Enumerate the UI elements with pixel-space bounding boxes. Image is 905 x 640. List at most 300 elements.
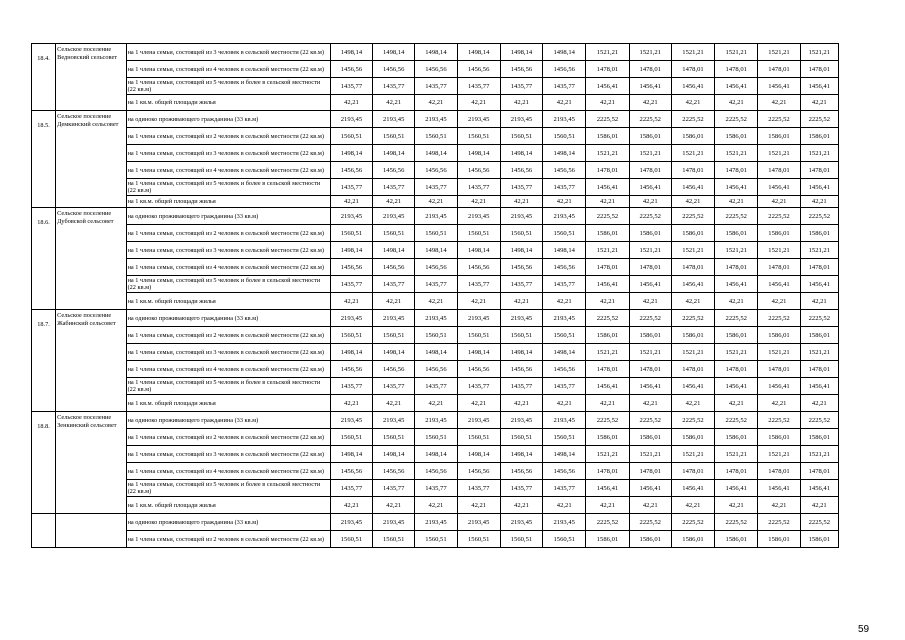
table-row [32,378,839,395]
settlement-name: Сельское поселение Зенкинский сельсовет [56,412,126,514]
category-label: на 1 члена семьи, состоящей из 5 человек и более в сельской местности (22 кв.м) [126,378,330,395]
value-cell: 2225,52 [671,514,714,531]
value-cell: 1456,56 [415,259,457,276]
table-row [32,293,839,310]
value-cell: 1586,01 [671,128,714,145]
value-cell: 1456,56 [415,61,457,78]
value-cell: 1586,01 [629,429,671,446]
value-cell: 1521,21 [629,145,671,162]
value-cell: 1435,77 [415,276,457,293]
value-cell: 1586,01 [671,327,714,344]
value-cell: 2193,45 [543,208,586,225]
value-cell: 2225,52 [800,111,838,128]
value-cell: 2193,45 [330,310,372,327]
value-cell: 1456,56 [330,361,372,378]
value-cell: 42,21 [330,95,372,111]
value-cell: 42,21 [800,196,838,208]
value-cell: 42,21 [373,196,415,208]
value-cell: 1521,21 [629,344,671,361]
value-cell: 1435,77 [500,480,542,497]
value-cell: 2225,52 [715,514,758,531]
value-cell: 1456,41 [586,378,629,395]
value-cell: 1478,01 [586,259,629,276]
value-cell: 1560,51 [373,531,415,548]
value-cell: 42,21 [586,395,629,412]
settlement-number: 18.7. [32,310,56,412]
table-row [32,95,839,111]
value-cell: 2225,52 [758,412,800,429]
value-cell: 1456,41 [758,276,800,293]
value-cell: 1456,41 [629,179,671,196]
value-cell: 1521,21 [800,446,838,463]
value-cell: 1456,41 [800,179,838,196]
value-cell: 1478,01 [671,61,714,78]
value-cell: 42,21 [715,395,758,412]
value-cell: 42,21 [758,395,800,412]
value-cell: 42,21 [800,395,838,412]
category-label: на 1 члена семьи, состоящей из 4 человек в сельской местности (22 кв.м) [126,259,330,276]
value-cell: 1435,77 [500,78,542,95]
value-cell: 1456,56 [500,61,542,78]
value-cell: 42,21 [457,293,500,310]
value-cell: 1478,01 [586,361,629,378]
settlement-number: 18.6. [32,208,56,310]
value-cell: 1586,01 [586,429,629,446]
value-cell: 2193,45 [457,412,500,429]
value-cell: 1521,21 [629,446,671,463]
value-cell: 2225,52 [671,412,714,429]
value-cell: 1478,01 [629,61,671,78]
value-cell: 42,21 [671,95,714,111]
value-cell: 2225,52 [715,310,758,327]
value-cell: 1586,01 [671,531,714,548]
table-row [32,429,839,446]
category-label: на 1 кв.м. общей площади жилья [126,196,330,208]
value-cell: 42,21 [543,95,586,111]
value-cell: 1456,56 [330,463,372,480]
value-cell: 1521,21 [715,446,758,463]
table-row [32,497,839,514]
value-cell: 2193,45 [330,208,372,225]
value-cell: 1456,56 [373,162,415,179]
value-cell: 1586,01 [629,225,671,242]
page-number: 59 [858,624,870,635]
value-cell: 1560,51 [500,429,542,446]
value-cell: 1586,01 [758,327,800,344]
value-cell: 1560,51 [415,429,457,446]
value-cell: 1521,21 [758,446,800,463]
value-cell: 42,21 [715,95,758,111]
category-label: на одиноко проживающего гражданина (33 кв.м) [126,111,330,128]
value-cell: 1521,21 [586,44,629,61]
value-cell: 2225,52 [629,310,671,327]
value-cell: 42,21 [671,395,714,412]
table-row [32,344,839,361]
table-row [32,78,839,95]
value-cell: 1521,21 [671,145,714,162]
value-cell: 1521,21 [758,242,800,259]
value-cell: 1560,51 [500,225,542,242]
value-cell: 2225,52 [800,208,838,225]
value-cell: 1478,01 [629,463,671,480]
value-cell: 1498,14 [543,145,586,162]
value-cell: 1478,01 [758,463,800,480]
value-cell: 1435,77 [373,378,415,395]
value-cell: 1456,41 [629,378,671,395]
settlement-name [56,514,126,548]
value-cell: 1456,56 [500,361,542,378]
value-cell: 1478,01 [586,463,629,480]
value-cell: 42,21 [758,196,800,208]
value-cell: 1435,77 [457,480,500,497]
value-cell: 2193,45 [500,310,542,327]
value-cell: 2225,52 [800,412,838,429]
value-cell: 1456,56 [457,463,500,480]
value-cell: 1498,14 [457,344,500,361]
value-cell: 1478,01 [758,259,800,276]
settlement-name: Сельское поселение Дубовской сельсовет [56,208,126,310]
value-cell: 1560,51 [373,429,415,446]
value-cell: 42,21 [457,196,500,208]
tariff-table [31,43,839,548]
value-cell: 1456,41 [586,78,629,95]
value-cell: 1498,14 [500,145,542,162]
value-cell: 2225,52 [671,310,714,327]
table-row [32,162,839,179]
value-cell: 1586,01 [758,531,800,548]
table-row [32,208,839,225]
value-cell: 42,21 [629,196,671,208]
value-cell: 42,21 [415,497,457,514]
value-cell: 1498,14 [543,446,586,463]
value-cell: 1478,01 [800,61,838,78]
settlement-name: Сельское поселение Демкинский сельсовет [56,111,126,208]
value-cell: 1456,41 [629,78,671,95]
value-cell: 1586,01 [800,225,838,242]
value-cell: 42,21 [543,293,586,310]
value-cell: 1521,21 [629,242,671,259]
value-cell: 1456,56 [500,162,542,179]
settlement-name: Сельское поселение Ведновский сельсовет [56,44,126,111]
category-label: на одиноко проживающего гражданина (33 кв.м) [126,310,330,327]
value-cell: 2193,45 [457,111,500,128]
value-cell: 1560,51 [330,128,372,145]
value-cell: 1435,77 [373,78,415,95]
value-cell: 1478,01 [671,162,714,179]
value-cell: 1560,51 [457,327,500,344]
value-cell: 2193,45 [373,208,415,225]
value-cell: 42,21 [715,293,758,310]
value-cell: 1586,01 [800,429,838,446]
value-cell: 42,21 [543,395,586,412]
value-cell: 1586,01 [715,531,758,548]
value-cell: 2193,45 [457,208,500,225]
value-cell: 1478,01 [758,162,800,179]
value-cell: 2225,52 [715,111,758,128]
value-cell: 42,21 [586,95,629,111]
value-cell: 2193,45 [415,111,457,128]
value-cell: 1560,51 [415,531,457,548]
value-cell: 2225,52 [586,412,629,429]
value-cell: 1498,14 [330,446,372,463]
value-cell: 1498,14 [415,44,457,61]
value-cell: 1498,14 [543,242,586,259]
value-cell: 1560,51 [330,327,372,344]
value-cell: 1456,41 [758,179,800,196]
value-cell: 1498,14 [373,44,415,61]
value-cell: 1435,77 [415,78,457,95]
value-cell: 1435,77 [373,276,415,293]
value-cell: 1560,51 [330,225,372,242]
value-cell: 1478,01 [800,259,838,276]
category-label: на 1 кв.м. общей площади жилья [126,497,330,514]
value-cell: 1586,01 [715,429,758,446]
value-cell: 1560,51 [500,531,542,548]
value-cell: 1478,01 [715,361,758,378]
settlement-number: 18.8. [32,412,56,514]
value-cell: 2193,45 [415,412,457,429]
value-cell: 42,21 [629,497,671,514]
value-cell: 2193,45 [500,111,542,128]
category-label: на 1 члена семьи, состоящей из 2 человек в сельской местности (22 кв.м) [126,128,330,145]
category-label: на 1 члена семьи, состоящей из 3 человек в сельской местности (22 кв.м) [126,446,330,463]
value-cell: 2193,45 [543,310,586,327]
category-label: на 1 члена семьи, состоящей из 2 человек в сельской местности (22 кв.м) [126,531,330,548]
category-label: на 1 члена семьи, состоящей из 2 человек в сельской местности (22 кв.м) [126,429,330,446]
category-label: на 1 члена семьи, состоящей из 4 человек в сельской местности (22 кв.м) [126,61,330,78]
category-label: на 1 члена семьи, состоящей из 5 человек и более в сельской местности (22 кв.м) [126,78,330,95]
value-cell: 42,21 [373,497,415,514]
table-row [32,446,839,463]
table-row [32,179,839,196]
value-cell: 1478,01 [758,361,800,378]
value-cell: 2225,52 [758,310,800,327]
value-cell: 2225,52 [586,310,629,327]
value-cell: 1478,01 [586,162,629,179]
value-cell: 2225,52 [629,412,671,429]
value-cell: 1435,77 [330,78,372,95]
value-cell: 1586,01 [586,128,629,145]
value-cell: 1456,56 [373,259,415,276]
value-cell: 1456,41 [671,179,714,196]
value-cell: 1521,21 [586,145,629,162]
value-cell: 1435,77 [330,378,372,395]
value-cell: 1586,01 [715,327,758,344]
value-cell: 42,21 [671,196,714,208]
value-cell: 1560,51 [373,225,415,242]
value-cell: 42,21 [500,293,542,310]
value-cell: 42,21 [500,196,542,208]
value-cell: 42,21 [415,95,457,111]
value-cell: 1521,21 [671,446,714,463]
value-cell: 1560,51 [373,327,415,344]
value-cell: 1586,01 [758,128,800,145]
value-cell: 42,21 [543,196,586,208]
value-cell: 1456,56 [457,162,500,179]
value-cell: 1456,56 [543,61,586,78]
category-label: на одиноко проживающего гражданина (33 кв.м) [126,208,330,225]
table-row [32,480,839,497]
value-cell: 1456,56 [543,361,586,378]
value-cell: 1586,01 [671,225,714,242]
value-cell: 1586,01 [758,225,800,242]
value-cell: 1456,56 [457,259,500,276]
value-cell: 42,21 [758,293,800,310]
value-cell: 2225,52 [758,208,800,225]
value-cell: 1456,41 [715,276,758,293]
value-cell: 1498,14 [500,446,542,463]
category-label: на 1 члена семьи, состоящей из 4 человек в сельской местности (22 кв.м) [126,162,330,179]
table-row [32,395,839,412]
value-cell: 42,21 [586,497,629,514]
value-cell: 2193,45 [500,208,542,225]
value-cell: 1521,21 [800,145,838,162]
value-cell: 42,21 [800,497,838,514]
table-row [32,111,839,128]
value-cell: 1560,51 [330,531,372,548]
value-cell: 1560,51 [457,225,500,242]
value-cell: 1456,56 [415,463,457,480]
value-cell: 2193,45 [500,514,542,531]
value-cell: 1560,51 [543,327,586,344]
category-label: на 1 члена семьи, состоящей из 5 человек и более в сельской местности (22 кв.м) [126,276,330,293]
value-cell: 1586,01 [758,429,800,446]
table-row [32,225,839,242]
value-cell: 1521,21 [800,344,838,361]
value-cell: 42,21 [500,497,542,514]
value-cell: 1586,01 [715,225,758,242]
value-cell: 1478,01 [800,463,838,480]
value-cell: 1498,14 [543,44,586,61]
value-cell: 1435,77 [330,179,372,196]
value-cell: 2193,45 [457,514,500,531]
value-cell: 1456,41 [671,78,714,95]
value-cell: 42,21 [758,95,800,111]
value-cell: 42,21 [715,497,758,514]
value-cell: 1456,56 [500,463,542,480]
value-cell: 1435,77 [543,78,586,95]
value-cell: 42,21 [800,293,838,310]
value-cell: 2225,52 [629,208,671,225]
value-cell: 1478,01 [715,463,758,480]
value-cell: 1560,51 [415,225,457,242]
value-cell: 1498,14 [373,242,415,259]
value-cell: 42,21 [758,497,800,514]
value-cell: 1521,21 [758,145,800,162]
value-cell: 1498,14 [500,242,542,259]
table-row [32,61,839,78]
category-label: на 1 члена семьи, состоящей из 3 человек в сельской местности (22 кв.м) [126,242,330,259]
value-cell: 1560,51 [457,429,500,446]
category-label: на 1 члена семьи, состоящей из 3 человек в сельской местности (22 кв.м) [126,44,330,61]
value-cell: 1521,21 [671,44,714,61]
value-cell: 2193,45 [543,514,586,531]
value-cell: 1521,21 [758,44,800,61]
value-cell: 1435,77 [373,480,415,497]
value-cell: 2193,45 [373,412,415,429]
table-row [32,128,839,145]
value-cell: 42,21 [629,293,671,310]
value-cell: 1456,41 [758,480,800,497]
category-label: на 1 кв.м. общей площади жилья [126,95,330,111]
value-cell: 1456,41 [586,179,629,196]
value-cell: 1456,56 [457,61,500,78]
value-cell: 2225,52 [586,111,629,128]
category-label: на одиноко проживающего гражданина (33 кв.м) [126,412,330,429]
value-cell: 2193,45 [330,111,372,128]
value-cell: 1435,77 [543,378,586,395]
table-row [32,242,839,259]
value-cell: 1435,77 [415,179,457,196]
value-cell: 1456,56 [543,259,586,276]
value-cell: 1456,41 [800,378,838,395]
value-cell: 1498,14 [330,44,372,61]
value-cell: 2193,45 [373,514,415,531]
value-cell: 2193,45 [457,310,500,327]
value-cell: 2193,45 [373,310,415,327]
value-cell: 1586,01 [629,531,671,548]
value-cell: 1456,41 [586,480,629,497]
value-cell: 2225,52 [800,514,838,531]
value-cell: 1498,14 [415,145,457,162]
value-cell: 42,21 [415,395,457,412]
category-label: на 1 члена семьи, состоящей из 4 человек в сельской местности (22 кв.м) [126,361,330,378]
value-cell: 42,21 [330,395,372,412]
table-row [32,531,839,548]
value-cell: 1560,51 [500,327,542,344]
table-row [32,327,839,344]
value-cell: 1521,21 [800,242,838,259]
value-cell: 1478,01 [629,162,671,179]
value-cell: 1435,77 [457,276,500,293]
value-cell: 1521,21 [758,344,800,361]
value-cell: 1435,77 [457,78,500,95]
settlement-number: 18.5. [32,111,56,208]
value-cell: 42,21 [373,293,415,310]
value-cell: 1478,01 [715,259,758,276]
value-cell: 1521,21 [715,344,758,361]
value-cell: 1435,77 [500,378,542,395]
value-cell: 1456,41 [629,276,671,293]
value-cell: 1435,77 [543,179,586,196]
settlement-name: Сельское поселение Жабинский сельсовет [56,310,126,412]
value-cell: 1456,41 [800,480,838,497]
value-cell: 1498,14 [415,344,457,361]
value-cell: 42,21 [629,95,671,111]
value-cell: 2225,52 [715,412,758,429]
value-cell: 42,21 [330,293,372,310]
value-cell: 1456,56 [500,259,542,276]
value-cell: 1521,21 [715,145,758,162]
value-cell: 1560,51 [457,128,500,145]
value-cell: 1586,01 [715,128,758,145]
value-cell: 1560,51 [543,225,586,242]
value-cell: 1456,56 [415,361,457,378]
value-cell: 1435,77 [457,378,500,395]
value-cell: 2193,45 [415,514,457,531]
value-cell: 1435,77 [543,480,586,497]
value-cell: 1498,14 [457,145,500,162]
value-cell: 42,21 [543,497,586,514]
value-cell: 1456,56 [373,463,415,480]
value-cell: 2193,45 [500,412,542,429]
value-cell: 1435,77 [500,276,542,293]
value-cell: 2193,45 [543,111,586,128]
settlement-number [32,514,56,548]
table-body [32,44,839,548]
value-cell: 2225,52 [586,208,629,225]
value-cell: 1435,77 [457,179,500,196]
